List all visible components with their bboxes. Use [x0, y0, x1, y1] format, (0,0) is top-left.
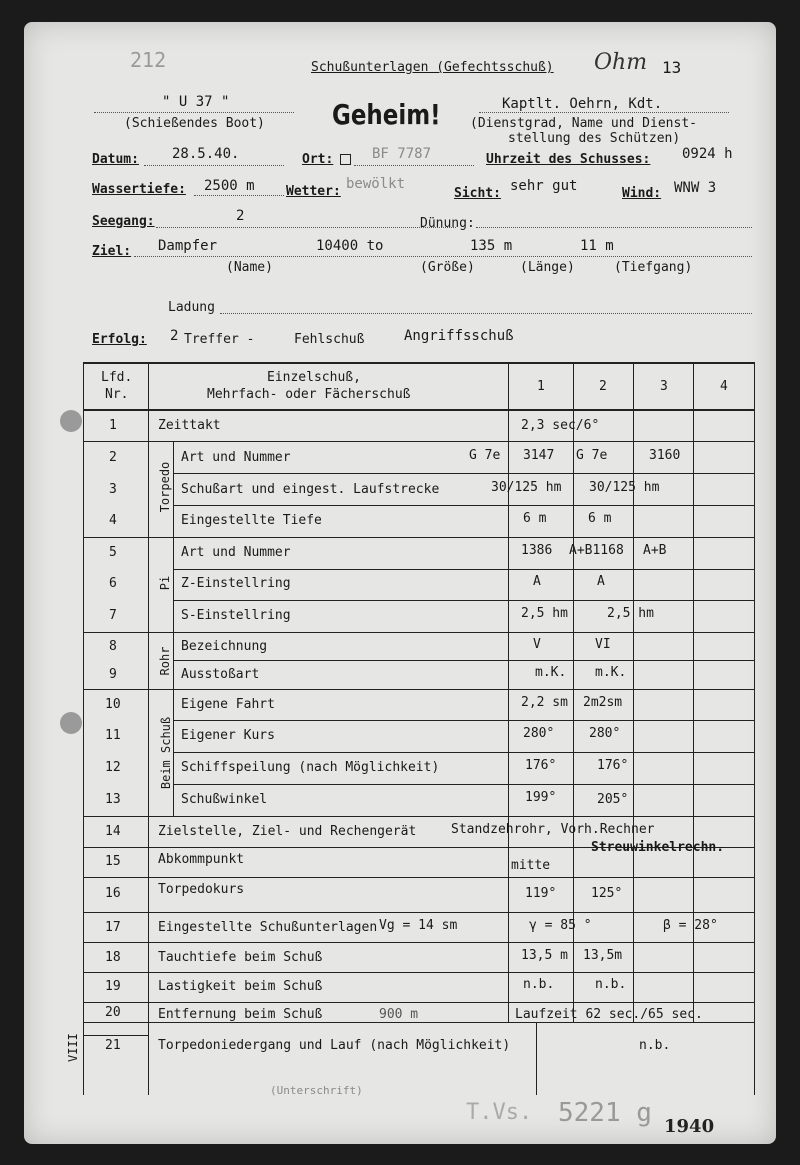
row-9-v2: m.K.: [595, 665, 627, 680]
uhrzeit-label: Uhrzeit des Schusses:: [486, 152, 651, 167]
row-8-v2: VI: [595, 637, 611, 652]
row-14-label: Zielstelle, Ziel- und Rechengerät: [158, 824, 417, 839]
margin-note: VIII: [66, 1033, 80, 1062]
sicht-label: Sicht:: [454, 186, 501, 201]
ort-label: Ort:: [302, 152, 334, 167]
row-21-label: Torpedoniedergang und Lauf (nach Möglichkeit): [158, 1038, 511, 1053]
row-7-nr: 7: [109, 608, 117, 623]
row-2-label: Art und Nummer: [181, 450, 291, 465]
row-6-v2: A: [597, 574, 605, 589]
row-1-v1: 2,3 sec/6°: [521, 418, 600, 433]
row-9-v1: m.K.: [535, 665, 567, 680]
ziel-name: Dampfer: [158, 238, 218, 254]
ort-checkbox-icon: [340, 154, 351, 165]
row-17-vg: Vg = 14 sm: [379, 918, 458, 933]
ziel-tiefgang: 11 m: [580, 238, 614, 254]
row-8-nr: 8: [109, 639, 117, 654]
page-number: 212: [130, 48, 167, 72]
row-6-label: Z-Einstellring: [181, 576, 291, 591]
erfolg-fehlschuss-text: Fehlschuß: [294, 332, 365, 347]
row-8-v1: V: [533, 637, 541, 652]
row-4-label: Eingestellte Tiefe: [181, 513, 322, 528]
row-10-v1: 2,2 sm: [521, 695, 568, 710]
row-11-v1: 280°: [523, 726, 555, 741]
row-9-label: Ausstoßart: [181, 667, 260, 682]
row-13-v1: 199°: [525, 790, 557, 805]
row-17-beta: β = 28°: [663, 918, 718, 933]
row-2-v1: 3147: [523, 448, 555, 463]
row-5-nr: 5: [109, 545, 117, 560]
sheet-number: 13: [662, 58, 682, 77]
row-17-label: Eingestellte Schußunterlagen: [158, 920, 378, 935]
row-7-label: S-Einstellring: [181, 608, 291, 623]
row-11-label: Eigener Kurs: [181, 728, 275, 743]
row-5-label: Art und Nummer: [181, 545, 291, 560]
row-12-v1: 176°: [525, 758, 557, 773]
row-17-nr: 17: [105, 920, 121, 935]
sicht-value: sehr gut: [510, 178, 578, 194]
wind-value: WNW 3: [674, 180, 717, 196]
wassertiefe-value: 2500 m: [204, 178, 255, 194]
row-15-label: Abkommpunkt: [158, 852, 245, 867]
document-title: Schußunterlagen (Gefechtsschuß): [311, 60, 554, 75]
row-11-v2: 280°: [589, 726, 621, 741]
row-2-nr: 2: [109, 450, 117, 465]
row-2-pre: G 7e: [469, 448, 501, 463]
wetter-value: bewölkt: [346, 176, 406, 192]
row-7-v2: 2,5 hm: [607, 606, 654, 621]
faint-note: (Unterschrift): [270, 1084, 363, 1097]
col-header-4: 4: [720, 379, 728, 394]
row-16-nr: 16: [105, 886, 121, 901]
row-5-v1: 1386: [521, 543, 553, 558]
archive-year: 1940: [664, 1116, 715, 1137]
row-20-laufzeit: Laufzeit 62 sec./65 sec.: [515, 1007, 703, 1022]
row-4-nr: 4: [109, 513, 117, 528]
shooter-value: Kaptlt. Oehrn, Kdt.: [502, 96, 663, 112]
ziel-groesse: 10400 to: [316, 238, 384, 254]
row-14-nr: 14: [105, 824, 121, 839]
firing-data-table: [83, 362, 755, 1095]
row-9-nr: 9: [109, 667, 117, 682]
col-header-3: 3: [660, 379, 668, 394]
boat-caption: (Schießendes Boot): [124, 116, 265, 131]
caption-name: (Name): [226, 260, 273, 275]
row-18-v1: 13,5 m: [521, 948, 568, 963]
row-13-nr: 13: [105, 792, 121, 807]
duenung-label: Dünung:: [420, 216, 475, 231]
boat-value: " U 37 ": [162, 94, 230, 110]
row-1-label: Zeittakt: [158, 418, 221, 433]
row-11-nr: 11: [105, 728, 121, 743]
row-20-nr: 20: [105, 1005, 121, 1020]
punch-hole: [60, 410, 82, 432]
row-10-label: Eigene Fahrt: [181, 697, 275, 712]
row-1-nr: 1: [109, 418, 117, 433]
ziel-label: Ziel:: [92, 244, 132, 259]
group-label-rohr: Rohr: [158, 646, 172, 676]
row-13-v2: 205°: [597, 792, 629, 807]
row-4-v1: 6 m: [523, 511, 547, 526]
wind-label: Wind:: [622, 186, 662, 201]
seegang-value: 2: [236, 208, 245, 224]
row-19-label: Lastigkeit beim Schuß: [158, 979, 323, 994]
row-16-label: Torpedokurs: [158, 882, 245, 897]
row-21-value: n.b.: [639, 1038, 671, 1053]
caption-tiefgang: (Tiefgang): [614, 260, 693, 275]
secret-stamp: Geheim!: [332, 98, 441, 131]
row-12-v2: 176°: [597, 758, 629, 773]
row-14-value: Standzehrohr, Vorh.Rechner: [451, 822, 655, 837]
col-header-2: 2: [599, 379, 607, 394]
erfolg-treffer-text: Treffer -: [184, 332, 255, 347]
row-19-v1: n.b.: [523, 977, 555, 992]
caption-laenge: (Länge): [520, 260, 575, 275]
row-10-v2: 2m2sm: [583, 695, 623, 710]
row-3-nr: 3: [109, 482, 117, 497]
row-15-nr: 15: [105, 854, 121, 869]
ladung-label: Ladung: [168, 300, 215, 315]
group-label-beim-schuss: Beim Schuß: [159, 716, 173, 790]
document-sheet: [24, 22, 776, 1144]
archive-stamp: T.Vs.: [466, 1100, 533, 1125]
row-18-v2: 13,5m: [583, 948, 623, 963]
ziel-laenge: 135 m: [470, 238, 513, 254]
row-12-label: Schiffspeilung (nach Möglichkeit): [181, 760, 440, 775]
shooter-caption-1: (Dienstgrad, Name und Dienst-: [470, 116, 697, 131]
row-21-nr: 21: [105, 1038, 121, 1053]
row-6-nr: 6: [109, 576, 117, 591]
erfolg-note: Angriffsschuß: [404, 328, 514, 344]
row-2-v3: 3160: [649, 448, 681, 463]
col-header-nr: Nr.: [105, 387, 129, 402]
group-label-torpedo: Torpedo: [158, 461, 172, 513]
datum-value: 28.5.40.: [172, 146, 240, 162]
row-18-nr: 18: [105, 950, 121, 965]
col-header-desc-1: Einzelschuß,: [267, 370, 361, 385]
row-20-label: Entfernung beim Schuß: [158, 1007, 323, 1022]
uhrzeit-value: 0924 h: [682, 146, 733, 162]
row-13-label: Schußwinkel: [181, 792, 268, 807]
row-6-v1: A: [533, 574, 541, 589]
group-label-pi: Pi: [158, 575, 172, 591]
row-10-nr: 10: [105, 697, 121, 712]
shooter-caption-2: stellung des Schützen): [508, 131, 681, 146]
row-3-v1: 30/125 hm: [491, 480, 562, 495]
row-12-nr: 12: [105, 760, 121, 775]
row-15-v2: Streuwinkelrechn.: [591, 840, 725, 855]
row-20-dist: 900 m: [379, 1007, 419, 1022]
row-16-v2: 125°: [591, 886, 623, 901]
wetter-label: Wetter:: [286, 184, 341, 199]
row-5-v2: A+B1168: [569, 543, 624, 558]
erfolg-label: Erfolg:: [92, 332, 147, 347]
row-15-v1: mitte: [511, 858, 551, 873]
row-18-label: Tauchtiefe beim Schuß: [158, 950, 323, 965]
row-19-nr: 19: [105, 979, 121, 994]
row-16-v1: 119°: [525, 886, 557, 901]
row-3-v2: 30/125 hm: [589, 480, 660, 495]
erfolg-treffer-count: 2: [170, 328, 179, 344]
row-19-v2: n.b.: [595, 977, 627, 992]
datum-label: Datum:: [92, 152, 139, 167]
row-17-gamma: γ = 85 °: [529, 918, 592, 933]
row-4-v2: 6 m: [588, 511, 612, 526]
row-5-v3: A+B: [643, 543, 667, 558]
wassertiefe-label: Wassertiefe:: [92, 182, 186, 197]
caption-groesse: (Größe): [420, 260, 475, 275]
row-2-v2: G 7e: [576, 448, 608, 463]
col-header-desc-2: Mehrfach- oder Fächerschuß: [207, 387, 411, 402]
col-header-1: 1: [537, 379, 545, 394]
col-header-lfd: Lfd.: [101, 370, 133, 385]
seegang-label: Seegang:: [92, 214, 155, 229]
initials: Ohm: [594, 50, 648, 75]
row-3-label: Schußart und eingest. Laufstrecke: [181, 482, 440, 497]
punch-hole: [60, 712, 82, 734]
row-7-v1: 2,5 hm: [521, 606, 568, 621]
ort-value: BF 7787: [372, 146, 432, 162]
archive-number: 5221 g: [558, 1098, 652, 1128]
row-8-label: Bezeichnung: [181, 639, 268, 654]
